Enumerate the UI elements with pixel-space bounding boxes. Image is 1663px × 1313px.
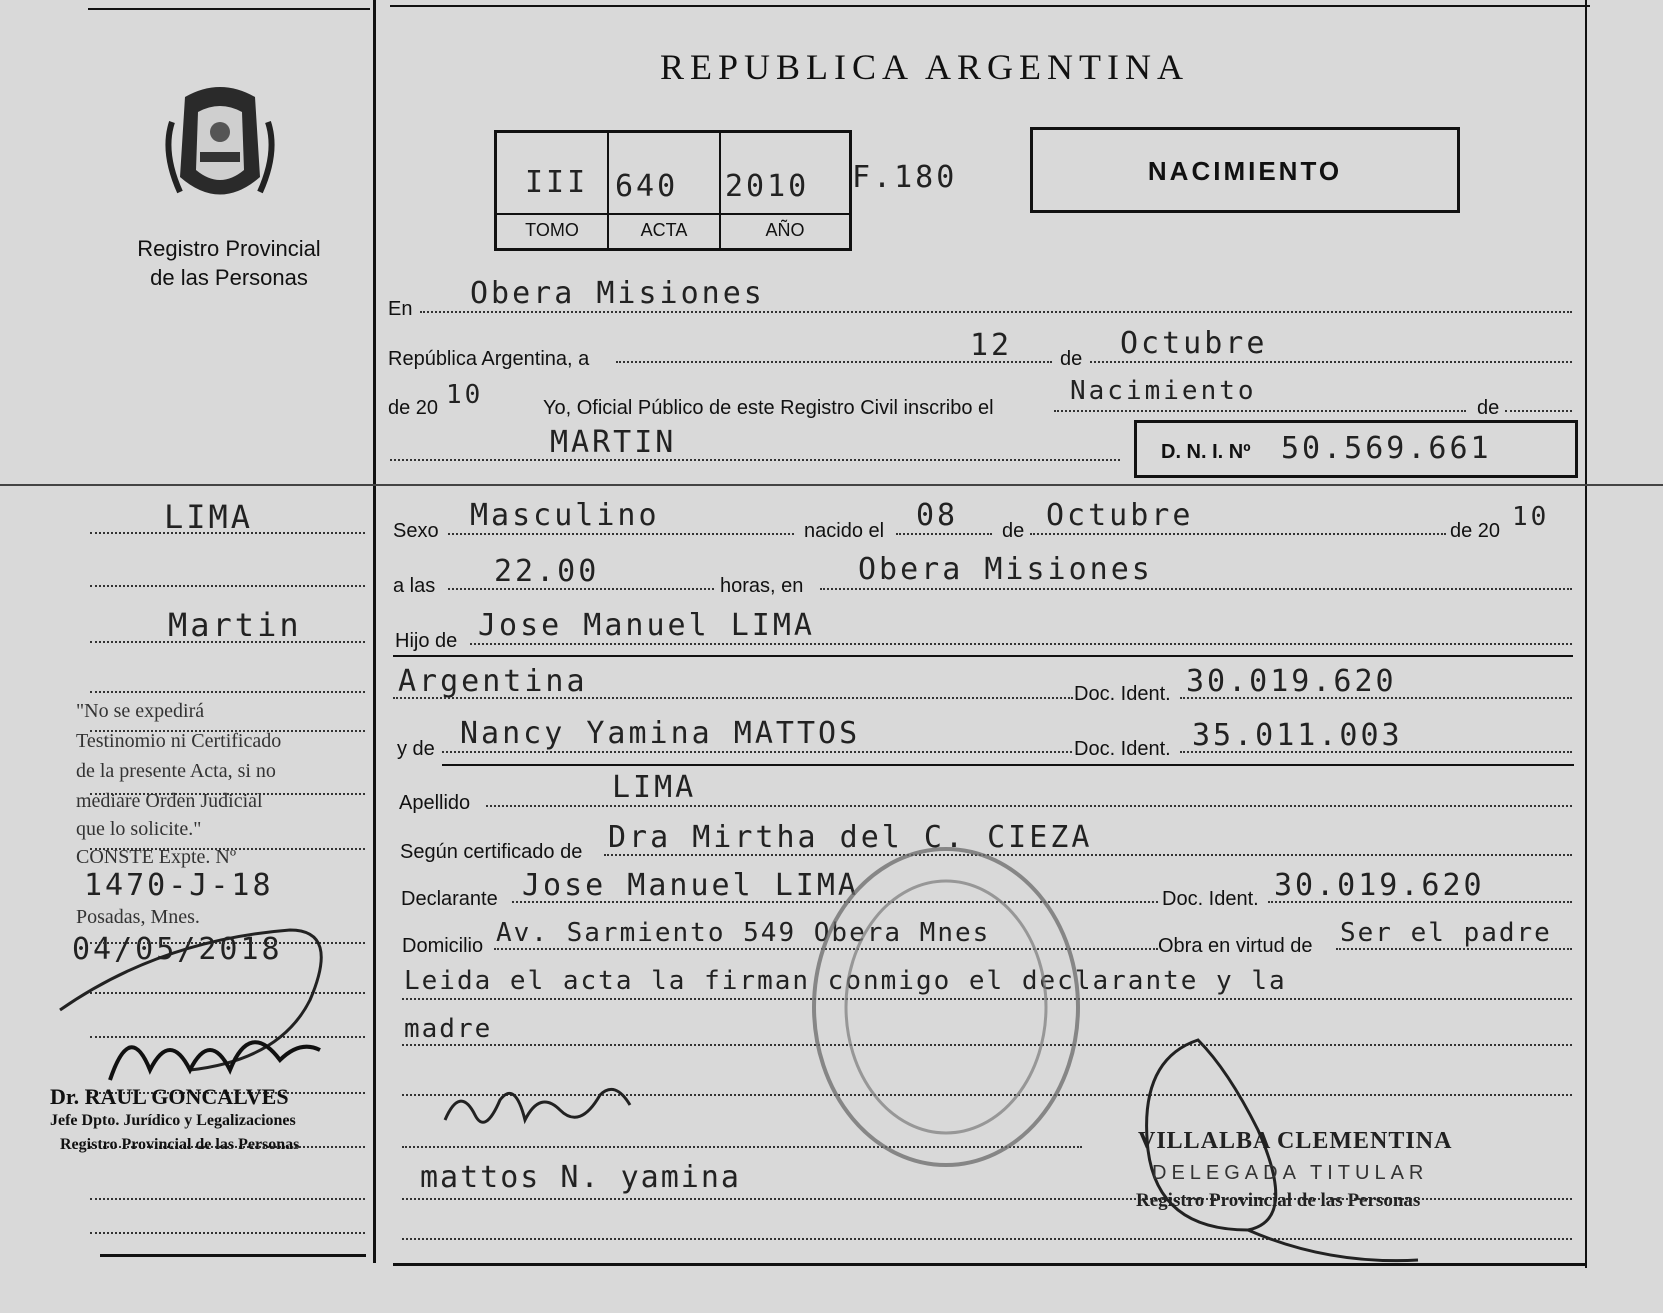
value-reading-line1: Leida el acta la firman conmigo el declarante y la (404, 966, 1287, 996)
province-seal-icon (160, 82, 280, 212)
registry-seal-icon (806, 842, 1086, 1172)
label-de: de (1060, 348, 1083, 370)
official-name: Dr. RAUL GONCALVES (50, 1084, 289, 1109)
value-father-nationality: Argentina (398, 664, 588, 699)
delegate-office: Registro Provincial de las Personas (1136, 1190, 1421, 1211)
label-de-20-b: de 20 (1450, 520, 1501, 542)
value-by-virtue: Ser el padre (1340, 918, 1552, 948)
official-office: Registro Provincial de las Personas (60, 1136, 300, 1153)
value-hour: 22.00 (494, 554, 600, 589)
mother-signature: mattos N. yamina (420, 1160, 741, 1195)
value-birth-day: 08 (916, 498, 959, 533)
value-father: Jose Manuel LIMA (478, 608, 815, 643)
label-sexo: Sexo (393, 520, 439, 542)
delegate-name: VILLALBA CLEMENTINA (1138, 1128, 1453, 1154)
label-y-de: y de (397, 738, 435, 760)
act-type: NACIMIENTO (1147, 156, 1343, 186)
value-declarant-doc: 30.019.620 (1274, 868, 1485, 903)
top-rule-right (390, 5, 1590, 7)
right-border (1585, 0, 1587, 1268)
label-republica: República Argentina, a (388, 348, 590, 370)
tomo-value: III (525, 165, 589, 200)
label-segun: Según certificado de (400, 841, 583, 863)
label-dni: D. N. I. Nº (1161, 441, 1251, 463)
office-name-line2: de las Personas (150, 265, 308, 290)
place-label: Posadas, Mnes. (76, 906, 200, 928)
label-en: En (388, 298, 413, 320)
registry-table (494, 130, 852, 251)
value-address: Av. Sarmiento 549 Obera Mnes (496, 918, 991, 948)
value-day: 12 (970, 328, 1013, 363)
value-month: Octubre (1120, 326, 1268, 361)
value-year: 10 (446, 380, 484, 410)
note-line-5: que lo solicite." (76, 818, 202, 840)
value-declarant: Jose Manuel LIMA (522, 868, 859, 903)
declarant-signature-icon (440, 1080, 640, 1145)
label-doc-2: Doc. Ident. (1074, 738, 1171, 760)
acta-value: 640 (615, 169, 679, 204)
country-title: REPUBLICA ARGENTINA (660, 47, 1190, 87)
left-given-name: Martin (168, 606, 302, 644)
folio-number: F.180 (852, 160, 958, 195)
value-place: Obera Misiones (470, 276, 765, 311)
note-line-3: de la presente Acta, si no (76, 760, 276, 782)
anio-value: 2010 (725, 169, 810, 204)
label-nacido: nacido el (804, 520, 885, 542)
label-doc-1: Doc. Ident. (1074, 683, 1171, 705)
official-title: Jefe Dpto. Jurídico y Legalizaciones (50, 1112, 296, 1129)
top-rule-left (88, 8, 370, 10)
label-de-end: de (1477, 397, 1500, 419)
value-birth-place: Obera Misiones (858, 552, 1153, 587)
label-de-20: de 20 (388, 397, 439, 419)
act-type-box (1030, 127, 1460, 213)
label-obra: Obra en virtud de (1158, 935, 1313, 957)
label-a-las: a las (393, 575, 436, 597)
office-name-line1: Registro Provincial (137, 236, 321, 261)
value-birth-year: 10 (1512, 502, 1550, 532)
label-yo: Yo, Oficial Público de este Registro Civil inscribo el (543, 397, 994, 419)
value-birth-month: Octubre (1046, 498, 1194, 533)
value-dni: 50.569.661 (1281, 431, 1492, 466)
label-doc-3: Doc. Ident. (1162, 888, 1259, 910)
label-domicilio: Domicilio (402, 935, 484, 957)
tomo-label: TOMO (525, 220, 579, 240)
label-horas: horas, en (720, 575, 804, 597)
value-act: Nacimiento (1070, 376, 1257, 406)
note-line-2: Testinomio ni Certificado (76, 730, 282, 752)
value-mother: Nancy Yamina MATTOS (460, 716, 861, 751)
label-apellido: Apellido (399, 792, 471, 814)
expte-number: 1470-J-18 (84, 868, 274, 903)
label-declarante: Declarante (401, 888, 498, 910)
note-line-1: "No se expedirá (76, 700, 205, 722)
conste-label: CONSTE Expte. Nº (76, 846, 237, 868)
value-sex: Masculino (470, 498, 660, 533)
anio-label: AÑO (765, 220, 805, 240)
label-hijo: Hijo de (395, 630, 458, 652)
left-surname: LIMA (164, 498, 254, 536)
value-name: MARTIN (550, 425, 677, 460)
value-reading-line2: madre (404, 1014, 493, 1044)
note-line-4: mediare Orden Judicial (76, 790, 263, 812)
official-signature-icon (40, 920, 340, 1090)
conste-date: 04/05/2018 (72, 932, 283, 967)
value-certificate: Dra Mirtha del C. CIEZA (608, 820, 1093, 855)
delegate-role: DELEGADA TITULAR (1152, 1162, 1429, 1184)
value-father-doc: 30.019.620 (1186, 664, 1397, 699)
value-surname: LIMA (612, 770, 697, 805)
column-divider (373, 0, 376, 1263)
value-mother-doc: 35.011.003 (1192, 718, 1403, 753)
dni-box (1134, 420, 1578, 478)
label-de-2: de (1002, 520, 1025, 542)
acta-label: ACTA (640, 220, 688, 240)
